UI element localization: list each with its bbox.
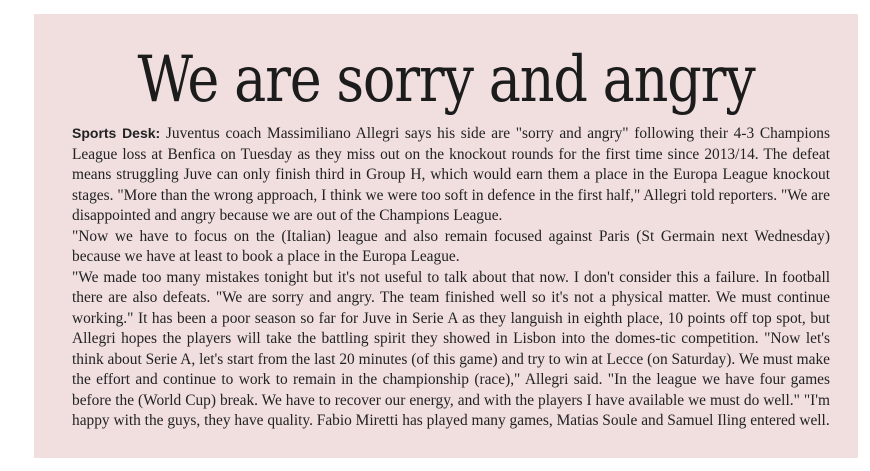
- paragraph-3: "We made too many mistakes tonight but it's not useful to talk about that now. I don't consider this a failure. In football there are also defeats. "We are sorry and angry. The team finished well so it's not a physical matter. We must continue working." It has been a poor season so far for Juve in Serie A as they languish in eighth place, 10 points off top spot, but Allegri hopes the players will take the battling spirit they showed in Lisbon into the domes-tic competition. "Now let's think about Serie A, let's start from the last 20 minutes (of this game) and try to win at Lecce (on Saturday). We must make the effort and continue to work to remain in the championship (race)," Allegri said. "In the league we have four games before the (World Cup) break. We have to recover our energy, and with the players I have available we must do well." "I'm happy with the guys, they have quality. Fabio Miretti has played many games, Matias Soule and Samuel Iling entered well.: [72, 268, 830, 429]
- news-clipping: [34, 14, 858, 458]
- paragraph-1-text: Juventus coach Massimiliano Allegri says his side are "sorry and angry" following their 4-3 Champions League loss at Benfica on Tuesday as they miss out on the knockout rounds for the first time since 2013/14. The defeat means struggling Juve can only finish third in Group H, which would earn them a place in the Europa League knockout stages. "More than the wrong approach, I think we were too soft in defence in the first half," Allegri told reporters. "We are disappointed and angry because we are out of the Champions League.: [72, 125, 830, 224]
- paragraph-2: "Now we have to focus on the (Italian) league and also remain focused against Paris (St Germain next Wednesday) because we have at least to book a place in the Europa League.: [72, 227, 830, 265]
- paragraph-1: [72, 123, 830, 227]
- headline: We are sorry and angry: [137, 42, 755, 117]
- dateline: Sports Desk:: [72, 125, 161, 141]
- article-body: [72, 123, 830, 432]
